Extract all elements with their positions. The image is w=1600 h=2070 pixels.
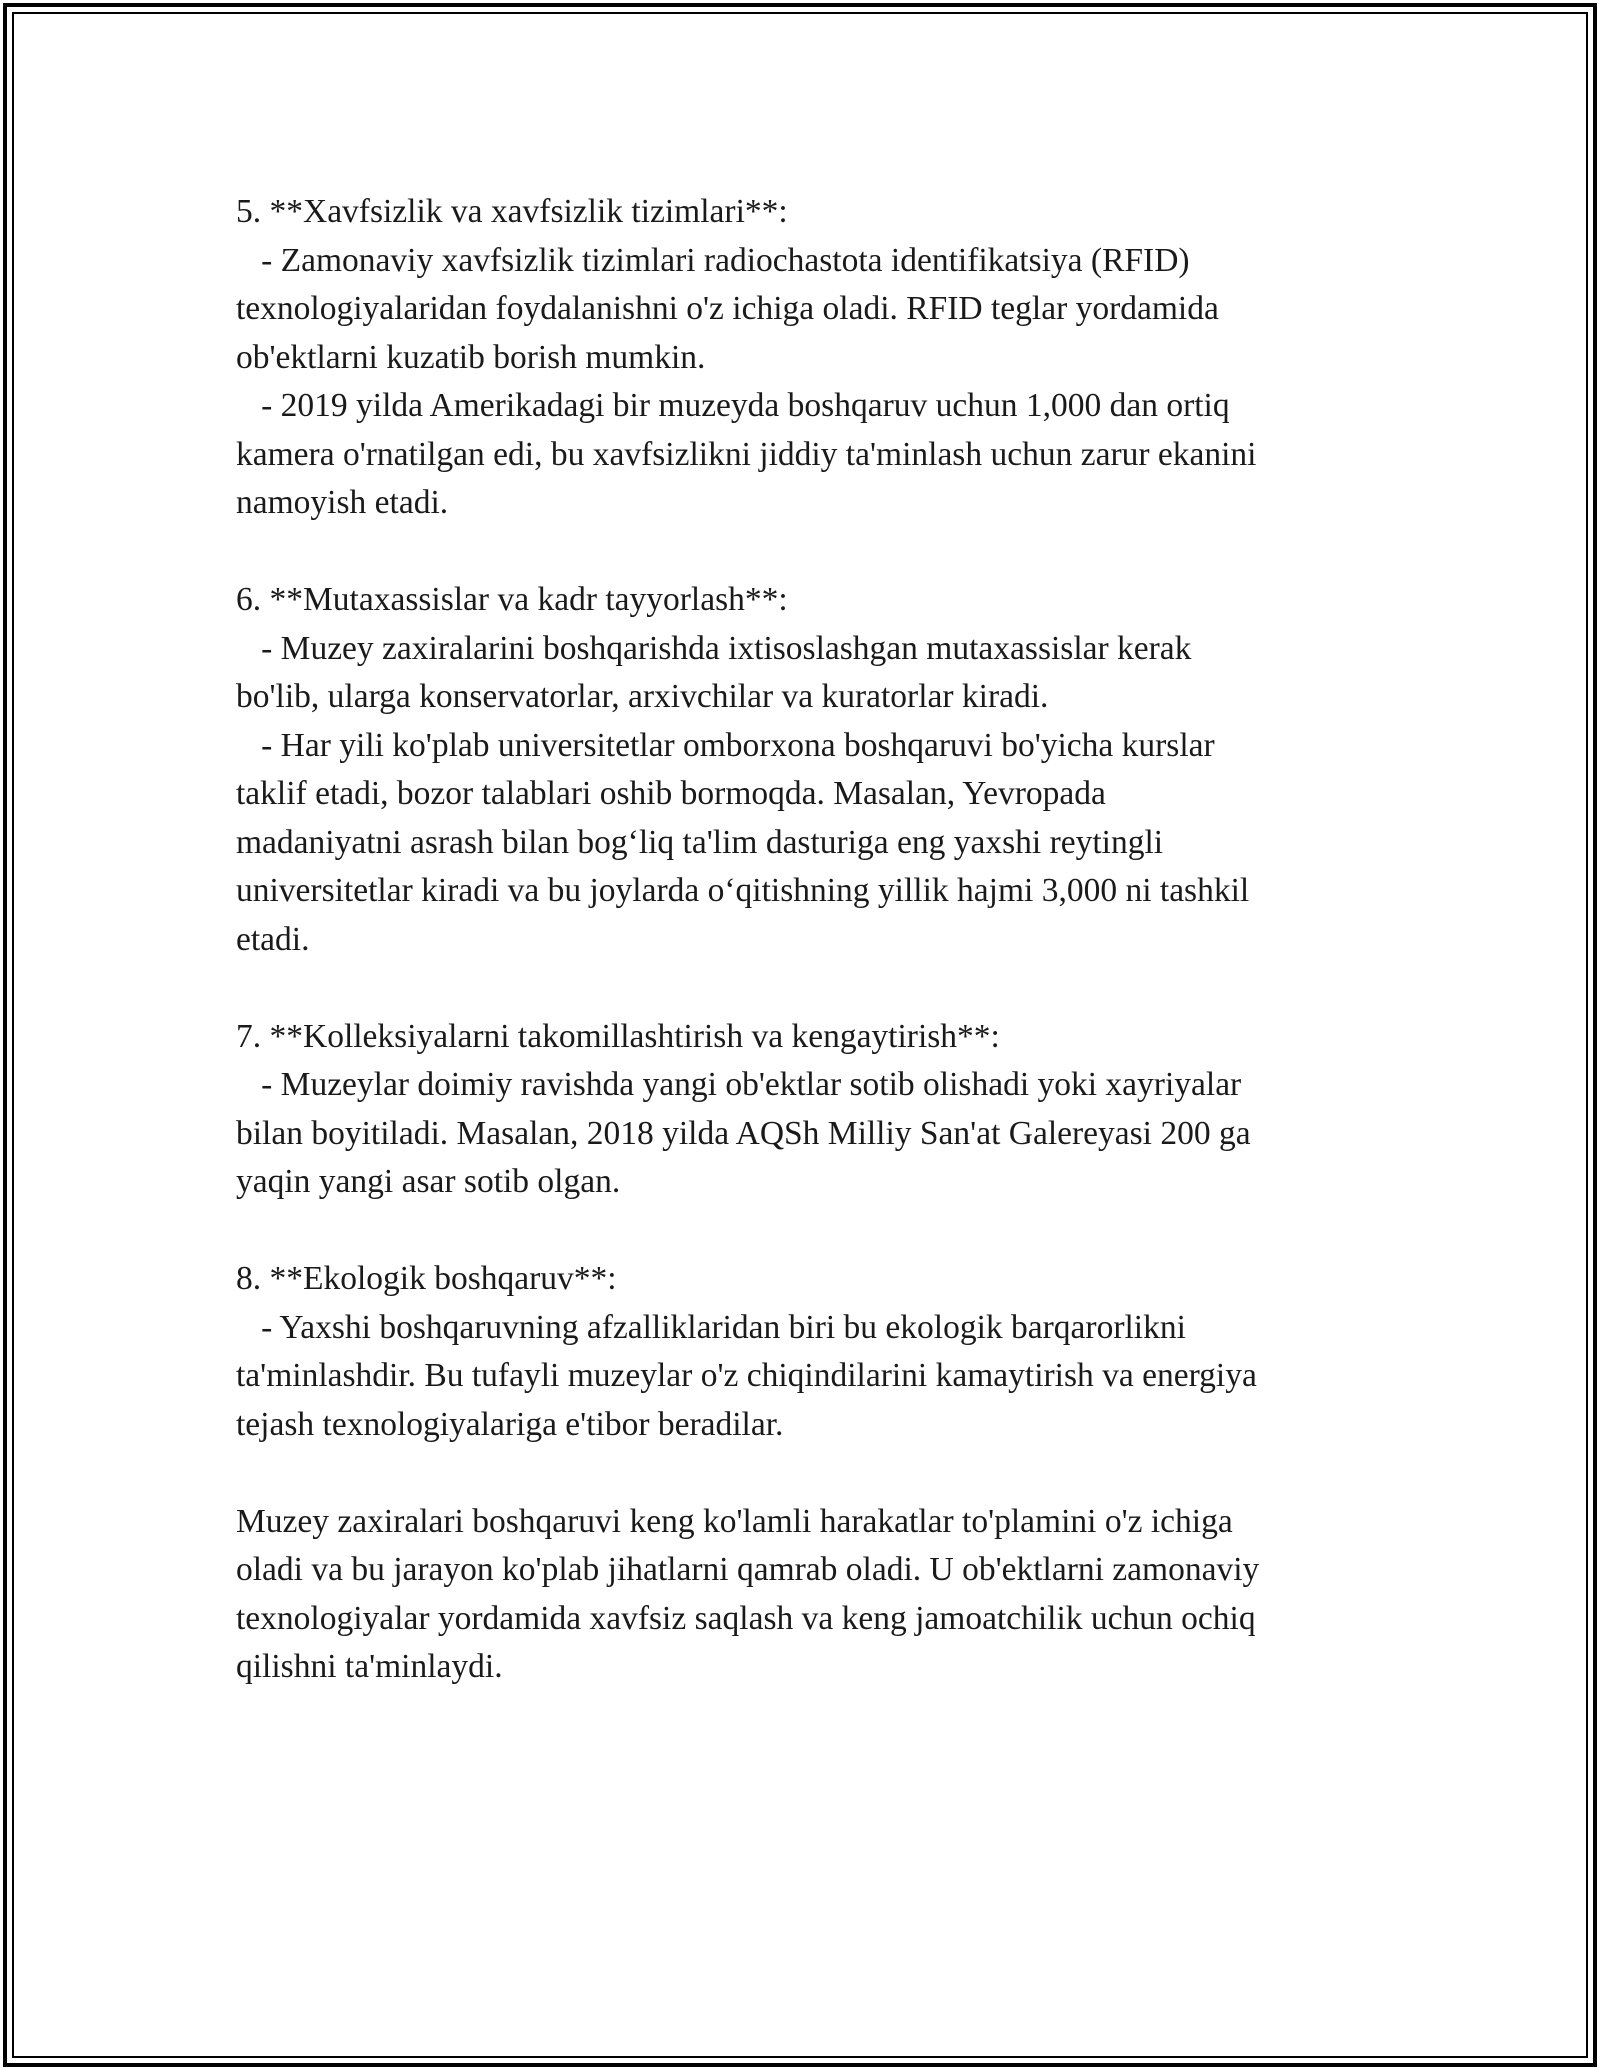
section-heading: 7. **Kolleksiyalarni takomillashtirish va kengaytirish**: xyxy=(236,1017,1000,1055)
bullet xyxy=(236,625,1416,722)
paragraph-gap xyxy=(236,964,1416,1013)
section-heading: 8. **Ekologik boshqaruv**: xyxy=(236,1260,617,1297)
bullet xyxy=(236,382,1416,528)
bullet-line: texnologiyalaridan foydalanishni o'z ichiga oladi. RFID teglar yordamida xyxy=(236,290,1219,327)
bullet-line: - Yaxshi boshqaruvning afzalliklaridan biri bu ekologik barqarorlikni xyxy=(261,1308,1186,1346)
conclusion-line: qilishni ta'minlaydi. xyxy=(236,1648,503,1685)
section-8 xyxy=(236,1255,1416,1449)
document-body xyxy=(236,188,1416,1692)
section-heading: 5. **Xavfsizlik va xavfsizlik tizimlari**: xyxy=(236,193,788,230)
bullet-line: - Muzeylar doimiy ravishda yangi ob'ektlar sotib olishadi yoki xayriyalar xyxy=(261,1066,1242,1103)
section-7 xyxy=(236,1013,1416,1207)
section-5 xyxy=(236,188,1416,528)
bullet-line: namoyish etadi. xyxy=(236,484,449,521)
conclusion-line: texnologiyalar yordamida xavfsiz saqlash va keng jamoatchilik uchun ochiq xyxy=(236,1599,1256,1637)
bullet-line: madaniyatni asrash bilan bog‘liq ta'lim dasturiga eng yaxshi reytingli xyxy=(236,823,1164,861)
bullet-line: tejash texnologiyalariga e'tibor beradilar. xyxy=(236,1405,784,1443)
section-heading: 6. **Mutaxassislar va kadr tayyorlash**: xyxy=(236,581,788,618)
conclusion-line: oladi va bu jarayon ko'plab jihatlarni qamrab oladi. U ob'ektlarni zamonaviy xyxy=(236,1551,1260,1588)
conclusion-paragraph xyxy=(236,1498,1416,1692)
conclusion-line: Muzey zaxiralari boshqaruvi keng ko'lamli harakatlar to'plamini o'z ichiga xyxy=(236,1502,1233,1540)
paragraph-gap xyxy=(236,1449,1416,1498)
bullet xyxy=(236,1061,1416,1207)
bullet-line: - Har yili ko'plab universitetlar omborxona boshqaruvi bo'yicha kurslar xyxy=(261,726,1215,764)
bullet-line: - 2019 yilda Amerikadagi bir muzeyda boshqaruv uchun 1,000 dan ortiq xyxy=(261,387,1230,424)
bullet-line: bo'lib, ularga konservatorlar, arxivchilar va kuratorlar kiradi. xyxy=(236,678,1049,715)
bullet-line: taklif etadi, bozor talablari oshib bormoqda. Masalan, Yevropada xyxy=(236,775,1106,812)
bullet xyxy=(236,237,1416,383)
bullet-line: - Muzey zaxiralarini boshqarishda ixtisoslashgan mutaxassislar kerak xyxy=(261,629,1192,667)
paragraph-gap xyxy=(236,528,1416,577)
bullet xyxy=(236,722,1416,965)
bullet-line: yaqin yangi asar sotib olgan. xyxy=(236,1163,621,1200)
bullet-line: ta'minlashdir. Bu tufayli muzeylar o'z chiqindilarini kamaytirish va energiya xyxy=(236,1357,1257,1394)
bullet-line: universitetlar kiradi va bu joylarda o‘qitishning yillik hajmi 3,000 ni tashkil xyxy=(236,872,1250,909)
bullet xyxy=(236,1304,1416,1450)
bullet-line: kamera o'rnatilgan edi, bu xavfsizlikni jiddiy ta'minlash uchun zarur ekanini xyxy=(236,435,1257,473)
bullet-line: bilan boyitiladi. Masalan, 2018 yilda AQSh Milliy San'at Galereyasi 200 ga xyxy=(236,1114,1251,1152)
bullet-line: - Zamonaviy xavfsizlik tizimlari radiochastota identifikatsiya (RFID) xyxy=(261,241,1190,279)
bullet-line: etadi. xyxy=(236,920,310,958)
bullet-line: ob'ektlarni kuzatib borish mumkin. xyxy=(236,338,706,376)
paragraph-gap xyxy=(236,1207,1416,1256)
section-6 xyxy=(236,576,1416,964)
